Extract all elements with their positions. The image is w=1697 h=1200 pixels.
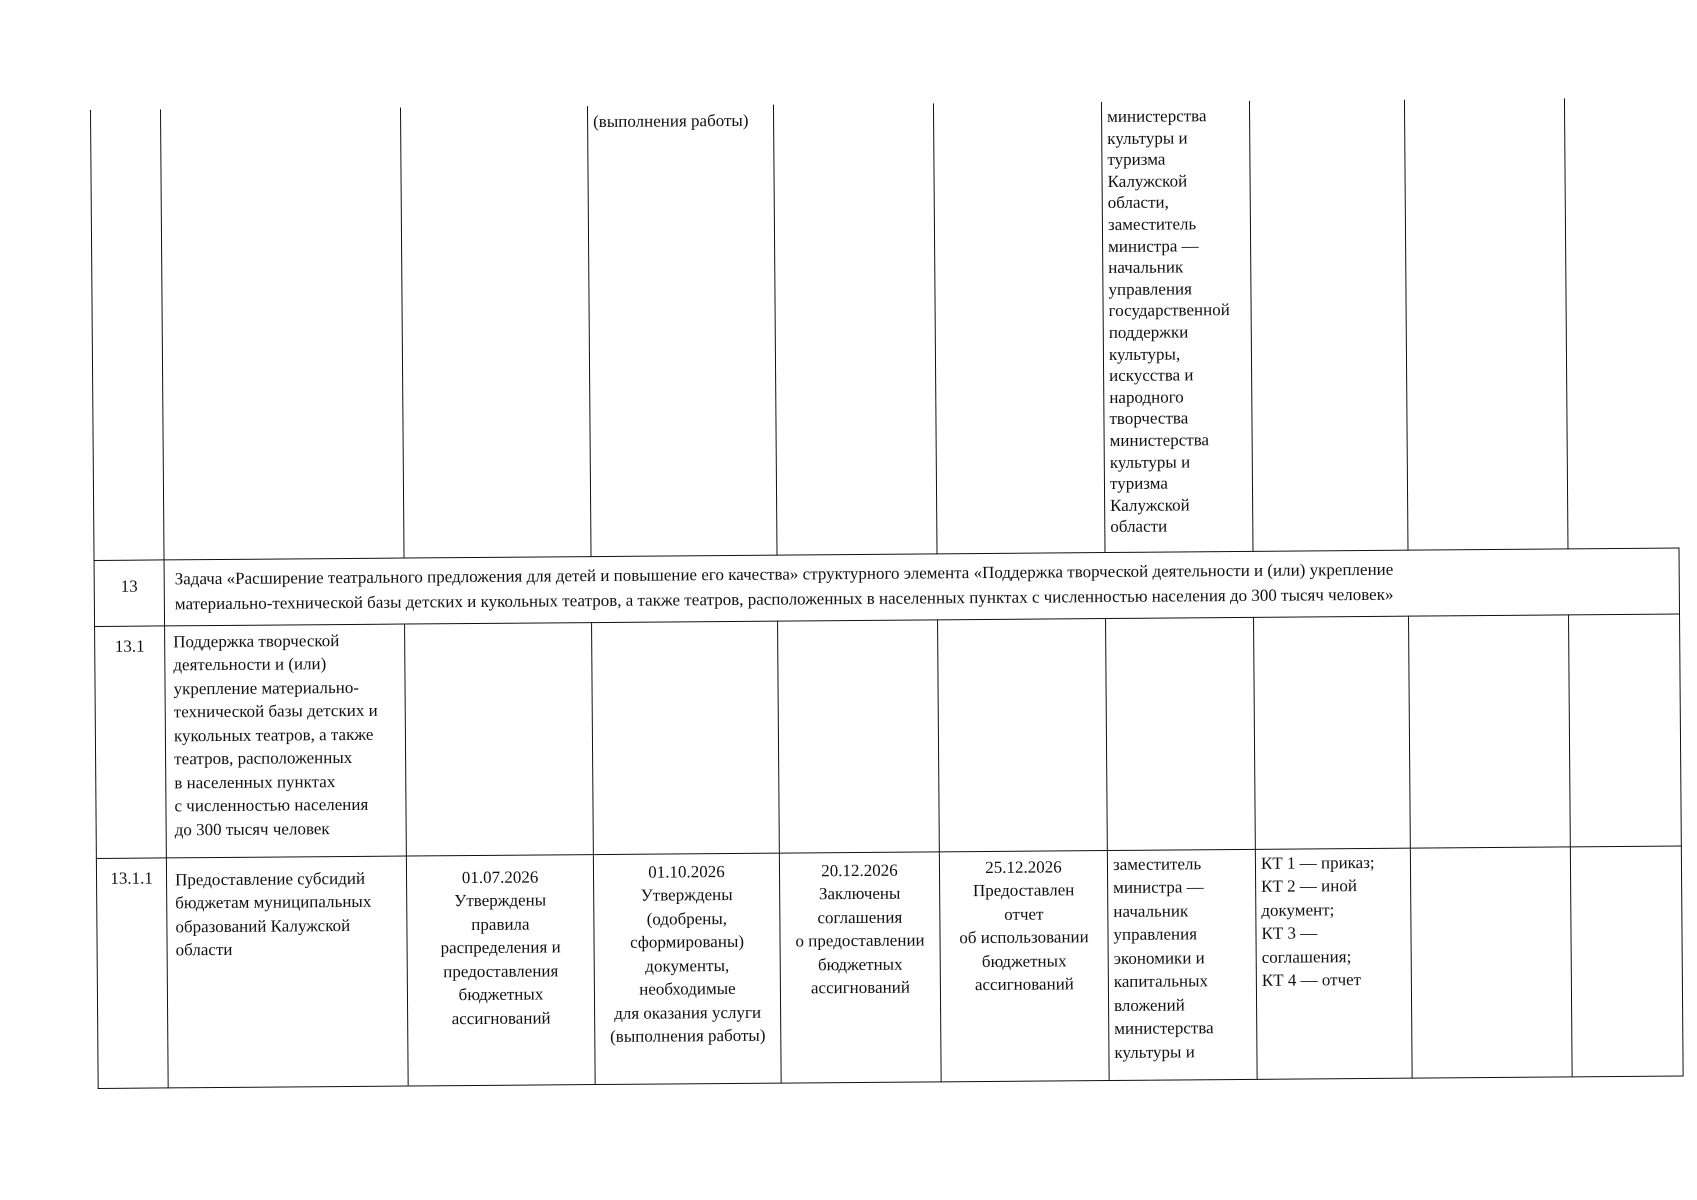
kt-line: предоставления: [443, 960, 559, 981]
kt-line: (выполнения работы): [610, 1025, 766, 1046]
name-line: деятельности и (или): [173, 654, 327, 675]
kt-line: Предоставлен: [972, 880, 1075, 901]
responsible-line: культуры и: [1107, 127, 1188, 148]
responsible-line: народного: [1109, 387, 1184, 407]
responsible-line: поддержки: [1108, 322, 1189, 342]
cell-responsible: [1106, 617, 1256, 850]
responsible-line: экономики и: [1113, 947, 1205, 968]
kt-line: 01.07.2026: [461, 867, 539, 887]
cell-kt3: [773, 103, 937, 554]
kt-line: распределения и: [440, 937, 561, 958]
control-point-4: [939, 850, 1109, 1081]
table-row-13-1: [95, 614, 1682, 858]
name-line: бюджетам муниципальных: [175, 891, 372, 913]
documents-list: [1255, 848, 1412, 1079]
responsible-line: культуры и: [1114, 1041, 1195, 1062]
name-line: области: [175, 939, 233, 960]
task-title-line: материально-технической базы детских и кукольных театров, а также театров, расположенных в населенных пунктах с численностью населения до 300 тысяч человек»: [174, 584, 1394, 613]
name-line: образований Калужской: [175, 915, 351, 936]
responsible-line: культуры и: [1109, 451, 1191, 472]
control-point-1: [406, 854, 595, 1085]
responsible-line: министерства: [1109, 430, 1210, 450]
table-row-continuation: [90, 98, 1678, 560]
cell-kt1: [400, 106, 591, 557]
cell-extra: [1410, 846, 1572, 1077]
responsible-line: творчества: [1109, 408, 1189, 429]
name-line: технической базы детских и: [173, 700, 378, 722]
kt-line: документы,: [645, 955, 730, 976]
responsible-line: министра —: [1113, 877, 1204, 897]
doc-line: КТ 2 — иной: [1261, 876, 1357, 896]
cell-responsible: [1101, 101, 1253, 552]
task-title-cell: [164, 548, 1679, 626]
kt-line: ассигнований: [974, 974, 1074, 995]
cell-extra-2: [1570, 846, 1683, 1077]
responsible-line: туризма: [1107, 149, 1166, 170]
responsible-line: области: [1110, 516, 1168, 537]
responsible-line: искусства и: [1109, 365, 1194, 386]
name-line: до 300 тысяч человек: [174, 818, 330, 839]
kt-line: бюджетных: [817, 954, 903, 974]
name-line: в населенных пунктах: [174, 771, 336, 792]
cell-docs: [1249, 100, 1408, 551]
event-name: [166, 856, 408, 1088]
kt-line: отчет: [1004, 904, 1044, 924]
document-page: [90, 98, 1683, 1145]
kt-line: 01.10.2026: [648, 861, 725, 882]
cell-docs: [1254, 616, 1411, 849]
responsible-line: начальник: [1108, 257, 1184, 278]
kt-line: Утверждены: [640, 884, 733, 905]
cell-kt1: [405, 622, 594, 855]
responsible-line: министра —: [1108, 235, 1199, 256]
responsible-line: Калужской: [1110, 495, 1190, 515]
cell-number: [90, 109, 164, 560]
kt-line: ассигнований: [451, 1007, 551, 1028]
cell-extra-2: [1569, 614, 1682, 847]
responsible-person: [1107, 849, 1257, 1080]
control-point-2: [593, 853, 781, 1084]
kt-line: для оказания услуги: [614, 1002, 762, 1023]
kt-line: сформированы): [630, 931, 745, 952]
row-number: 13.1.1: [96, 857, 168, 1088]
kt-line: бюджетных: [458, 984, 544, 1005]
doc-line: КТ 4 — отчет: [1261, 970, 1362, 990]
responsible-line: области,: [1107, 192, 1169, 213]
kt-line: о предоставлении: [795, 930, 925, 951]
doc-line: КТ 3 —: [1261, 923, 1318, 943]
name-line: кукольных театров, а также: [173, 724, 374, 745]
responsible-line: Калужской: [1107, 171, 1188, 191]
row-number: 13: [94, 559, 165, 626]
cell-kt2-text: (выполнения работы): [593, 110, 749, 132]
control-point-3: [779, 851, 941, 1082]
responsible-line: культуры,: [1108, 343, 1181, 364]
responsible-line: заместитель: [1107, 214, 1197, 234]
structural-element-name: [165, 624, 407, 858]
responsible-line: государственной: [1108, 300, 1230, 321]
kt-line: Утверждены: [454, 890, 547, 911]
kt-line: 25.12.2026: [985, 856, 1062, 877]
cell-kt2: [587, 105, 777, 556]
responsible-line: заместитель: [1112, 853, 1202, 874]
doc-line: документ;: [1261, 899, 1335, 920]
responsible-line: туризма: [1109, 473, 1169, 494]
cell-kt4: [938, 618, 1108, 851]
responsible-line: министерства: [1107, 106, 1207, 127]
kt-line: (одобрены,: [646, 908, 728, 929]
name-line: театров, расположенных: [174, 747, 353, 769]
cell-kt2: [592, 621, 780, 854]
task-title-line: Задача «Расширение театрального предложения для детей и повышение его качества» структурного элемента «Поддержка творческой деятельности и (или) укрепление: [174, 559, 1394, 588]
cell-kt4: [933, 102, 1105, 553]
name-line: Поддержка творческой: [173, 630, 340, 651]
responsible-line: вложений: [1113, 994, 1185, 1015]
kt-line: ассигнований: [810, 977, 910, 998]
responsible-line: министерства: [1114, 1018, 1214, 1038]
responsible-line: управления: [1108, 279, 1193, 299]
cell-extra: [1409, 614, 1571, 847]
kt-line: об использовании: [959, 927, 1089, 948]
table-row-13-1-1: [96, 846, 1683, 1088]
plan-table: [90, 98, 1684, 1089]
kt-line: соглашения: [817, 907, 903, 927]
cell-kt3: [778, 619, 940, 852]
responsible-line: управления: [1113, 924, 1198, 944]
responsible-line: капитальных: [1113, 971, 1209, 991]
name-line: Предоставление субсидий: [174, 868, 366, 889]
kt-line: правила: [471, 914, 530, 934]
row-number: 13.1: [95, 625, 167, 858]
cell-extra: [1404, 98, 1568, 549]
responsible-line: начальник: [1113, 900, 1189, 921]
doc-line: соглашения;: [1261, 946, 1352, 967]
kt-line: необходимые: [639, 978, 736, 999]
kt-line: 20.12.2026: [821, 860, 898, 880]
doc-line: КТ 1 — приказ;: [1260, 852, 1375, 873]
kt-line: бюджетных: [981, 950, 1067, 971]
table-row-13: [94, 548, 1679, 626]
cell-name: [160, 108, 404, 560]
name-line: с численностью населения: [174, 794, 369, 816]
kt-line: Заключены: [818, 883, 901, 904]
name-line: укрепление материально-: [173, 677, 360, 698]
